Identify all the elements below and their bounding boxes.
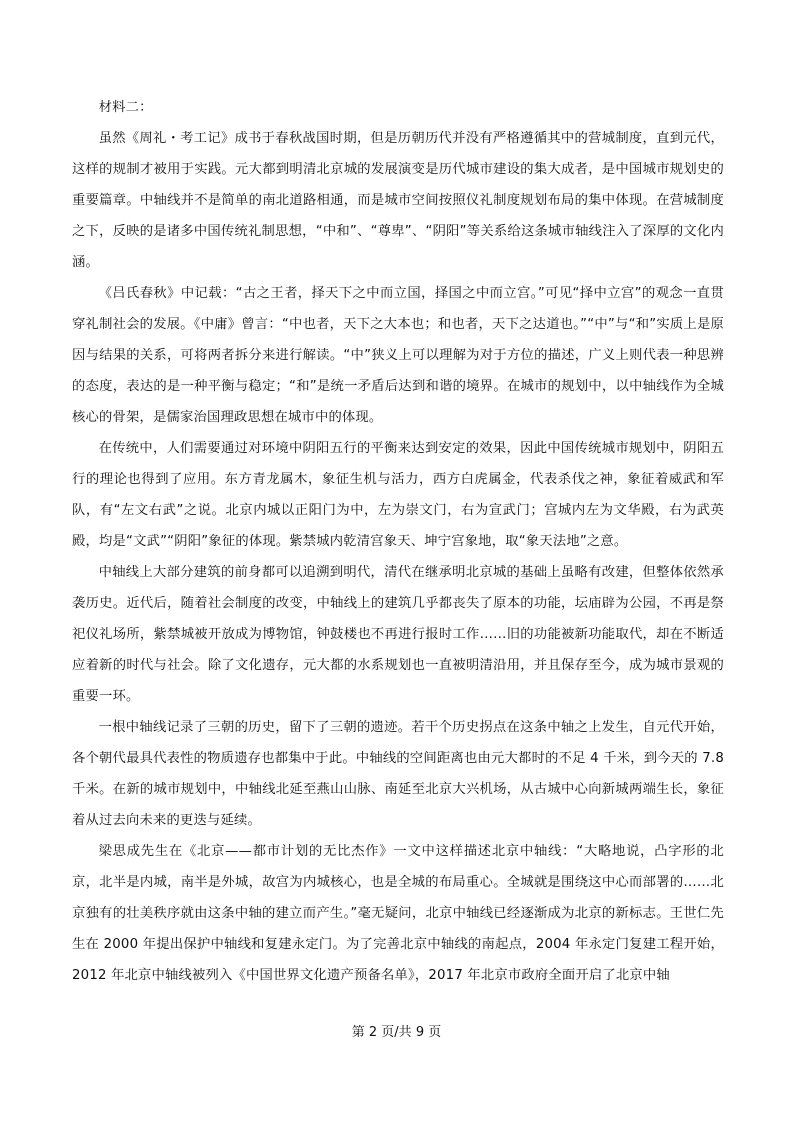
document-body (72, 92, 724, 991)
paragraph-3: 在传统中，人们需要通过对环境中阴阳五行的平衡来达到安定的效果，因此中国传统城市规划中，阴阳五行的理论也得到了应用。东方青龙属木，象征生机与活力，西方白虎属金，代表杀伐之神，象征着威武和军队，有“左文右武”之说。北京内城以正阳门为中，左为崇文门，右为宣武门；宫城内左为文华殿，右为武英殿，均是“文武”“阴阳”象征的体现。紫禁城内乾清宫象天、坤宁宫象地，取“象天法地”之意。 (72, 441, 724, 549)
paragraph-6: 梁思成先生在《北京——都市计划的无比杰作》一文中这样描述北京中轴线：“大略地说，凸字形的北京，北半是内城，南半是外城，故宫为内城核心，也是全城的布局重心。全城就是围绕这中心而部署的……北京独有的壮美秩序就由这条中轴的建立而产生。”毫无疑问，北京中轴线已经逐渐成为北京的新标志。王世仁先生在 2000 年提出保护中轴线和复建永定门。为了完善北京中轴线的南起点，2004 年永定门复建工程开始，2012 年北京中轴线被列入《中国世界文化遗产预备名单》，2017 年北京市政府全面开启了北京中轴 (72, 844, 724, 983)
section-heading: 材料二： (98, 100, 153, 115)
paragraph-2: 《吕氏春秋》中记载：“古之王者，择天下之中而立国，择国之中而立宫。”可见“择中立宫”的观念一直贯穿礼制社会的发展。《中庸》曾言：“中也者，天下之大本也；和也者，天下之达道也。”“中”与“和”实质上是原因与结果的关系，可将两者拆分来进行解读。“中”狭义上可以理解为对于方位的描述，广义上则代表一种思辨的态度，表达的是一种平衡与稳定；“和”是统一矛盾后达到和谐的境界。在城市的规划中，以中轴线作为全城核心的骨架，是儒家治国理政思想在城市中的体现。 (72, 286, 724, 425)
paragraph-4: 中轴线上大部分建筑的前身都可以追溯到明代，清代在继承明北京城的基础上虽略有改建，但整体依然承袭历史。近代后，随着社会制度的改变，中轴线上的建筑几乎都丧失了原本的功能，坛庙辟为公园，不再是祭祀仪礼场所，紫禁城被开放成为博物馆，钟鼓楼也不再进行报时工作……旧的功能被新功能取代，却在不断适应着新的时代与社会。除了文化遗存，元大都的水系规划也一直被明清沿用，并且保存至今，成为城市景观的重要一环。 (72, 565, 724, 704)
paragraph-5: 一根中轴线记录了三朝的历史，留下了三朝的遗迹。若干个历史拐点在这条中轴之上发生，自元代开始，各个朝代最具代表性的物质遗存也都集中于此。中轴线的空间距离也由元大都时的不足 4 千米，到今天的 7.8 千米。在新的城市规划中，中轴线北延至燕山山脉、南延至北京大兴机场，从古城中心向新城两端生长，象征着从过去向未来的更迭与延续。 (72, 720, 724, 828)
paragraph-1: 虽然《周礼・考工记》成书于春秋战国时期，但是历朝历代并没有严格遵循其中的营城制度，直到元代，这样的规制才被用于实践。元大都到明清北京城的发展演变是历代城市建设的集大成者，是中国城市规划史的重要篇章。中轴线并不是简单的南北道路相通，而是城市空间按照仪礼制度规划布局的集中体现。在营城制度之下，反映的是诸多中国传统礼制思想，“中和”、“尊卑”、“阴阳”等关系给这条城市轴线注入了深厚的文化内涵。 (72, 131, 724, 270)
page-footer: 第 2 页/共 9 页 (351, 1025, 442, 1040)
